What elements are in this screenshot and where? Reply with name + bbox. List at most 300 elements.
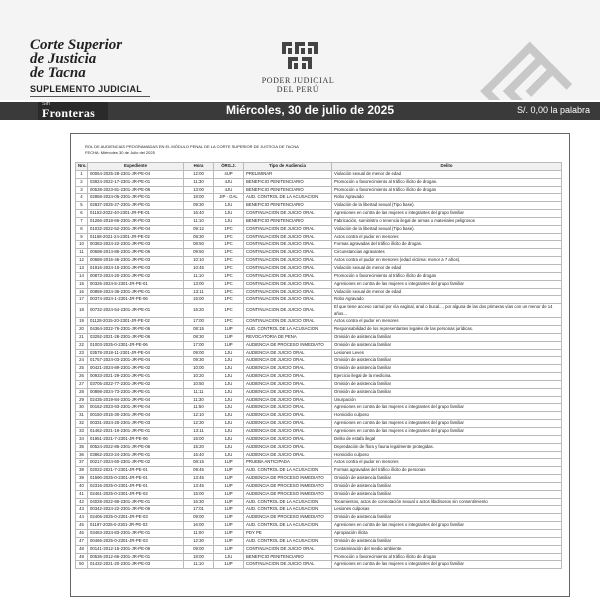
cell-offense: Omisión de asistencia familiar [332, 380, 562, 388]
cell-court: 1UP [214, 537, 244, 545]
cell-time: 15:00 [184, 490, 214, 498]
cell-case-file: 01432-2021-20-2301-JR-PE-03 [88, 561, 184, 569]
divider [30, 96, 150, 97]
cell-court: 1JU [214, 435, 244, 443]
cell-court: 1UP [214, 467, 244, 475]
cell-number: 11 [76, 249, 88, 257]
institution-line: DEL PERÚ [276, 85, 320, 94]
cell-case-file: 04028-2022-86-2301-JR-PE-01 [88, 498, 184, 506]
cell-case-file: 00342-2024-22-2301-JR-PE-06 [88, 506, 184, 514]
cell-number: 14 [76, 272, 88, 280]
table-row [76, 170, 562, 178]
cell-case-file: 03578-2018-11-2301-JR-PE-04 [88, 349, 184, 357]
cell-number: 38 [76, 467, 88, 475]
table-row [76, 537, 562, 545]
cell-hearing-type: CONTINUACION DE JUICIO ORAL [244, 280, 332, 288]
cell-hearing-type: AUDIENCIA DE PROCESO INMEDIATO [244, 341, 332, 349]
table-row [76, 388, 562, 396]
cell-offense: Homicidio culposo [332, 412, 562, 420]
cell-hearing-type: AUD. CONTROL DE LA ACUSACION [244, 194, 332, 202]
cell-hearing-type: CONTINUACION DE JUICIO ORAL [244, 296, 332, 304]
cell-court: 1JU [214, 443, 244, 451]
cell-hearing-type: CONTINUACION DE JUICIO ORAL [244, 257, 332, 265]
cell-court: 1JU [214, 388, 244, 396]
cell-offense: Actos contra el pudor en menores (edad víctima: menor a 7 años). [332, 257, 562, 265]
cell-time: 17:00 [184, 318, 214, 326]
cell-time: 11:10 [184, 272, 214, 280]
institution-name [240, 76, 356, 94]
cell-case-file: 01757-2024-03-2301-JR-PE-04 [88, 357, 184, 365]
cell-offense: Fabricación, suministro o tenencia ilegal de armas o materiales peligrosos [332, 217, 562, 225]
table-row [76, 341, 562, 349]
table-row [76, 202, 562, 210]
cell-number: 30 [76, 404, 88, 412]
cell-court: 1JU [214, 428, 244, 436]
cell-offense: Agresiones en contra de las mujeres o integrantes del grupo familiar [332, 404, 562, 412]
cell-court: 1UP [214, 326, 244, 334]
table-row [76, 326, 562, 334]
cell-number: 27 [76, 380, 88, 388]
cell-offense: Ejercicio ilegal de la medicina. [332, 373, 562, 381]
cell-number: 50 [76, 561, 88, 569]
cell-hearing-type: PRELIMINAR [244, 170, 332, 178]
cell-offense: Homicidio culposo [332, 451, 562, 459]
cell-hearing-type: AUDIENCIA DE JUICIO ORAL [244, 357, 332, 365]
cell-hearing-type: PDY PE [244, 529, 332, 537]
cell-time: 09:00 [184, 349, 214, 357]
court-title-line: de Justicia [30, 51, 97, 67]
cell-number: 20 [76, 326, 88, 334]
cell-court: 1PC [214, 318, 244, 326]
cell-hearing-type: AUDIENCIA DE JUICIO ORAL [244, 388, 332, 396]
column-header: Tipo de Audiencia [244, 163, 332, 171]
cell-time: 18:00 [184, 194, 214, 202]
cell-time: 08:50 [184, 241, 214, 249]
table-row [76, 365, 562, 373]
cell-offense: Robo Agravado [332, 296, 562, 304]
cell-court: 1JU [214, 357, 244, 365]
cell-number: 40 [76, 482, 88, 490]
cell-court: 1PC [214, 225, 244, 233]
cell-hearing-type: CONTINUACION DE JUICIO ORAL [244, 241, 332, 249]
table-row [76, 490, 562, 498]
cell-offense: Omisión de asistencia familiar [332, 341, 562, 349]
cell-offense: Omisión de asistencia familiar [332, 482, 562, 490]
cell-court: 4JU [214, 178, 244, 186]
cell-offense: Delito de estafa ilegal [332, 435, 562, 443]
cell-case-file: 00536-2012-66-2301-JR-PE-01 [88, 553, 184, 561]
cell-number: 16 [76, 288, 88, 296]
table-row [76, 451, 562, 459]
newspaper-header [0, 0, 600, 100]
column-header: ÓRG.J. [214, 163, 244, 171]
cell-case-file: 00217-2024-60-2301-JR-PE-02 [88, 459, 184, 467]
cell-number: 39 [76, 475, 88, 483]
cell-number: 43 [76, 506, 88, 514]
cell-time: 17:01 [184, 506, 214, 514]
hearings-table [75, 162, 562, 569]
cell-time: 08:15 [184, 326, 214, 334]
cell-hearing-type: CONTINUACION DE JUICIO ORAL [244, 249, 332, 257]
cell-hearing-type: BENEFICIO PENITENCIARIO [244, 178, 332, 186]
supplement-label: SUPLEMENTO JUDICIAL [30, 84, 143, 94]
cell-offense: Omisión de asistencia familiar [332, 357, 562, 365]
cell-hearing-type: CONTINUACION DE JUICIO ORAL [244, 304, 332, 318]
table-body [76, 170, 562, 568]
cell-time: 11:30 [184, 178, 214, 186]
cell-number: 8 [76, 225, 88, 233]
cell-offense: Violación sexual de menor de edad [332, 170, 562, 178]
cell-offense: Formas agravadas del tráfico ilícito de drogas. [332, 241, 562, 249]
cell-number: 46 [76, 529, 88, 537]
cell-court: 1PC [214, 288, 244, 296]
cell-hearing-type: BENEFICIO PENITENCIARIO [244, 553, 332, 561]
cell-offense: Omisión de asistencia familiar [332, 333, 562, 341]
publication-date: Miércoles, 30 de julio de 2025 [225, 103, 395, 117]
table-header-row [76, 163, 562, 171]
cell-time: 15:20 [184, 443, 214, 451]
cell-court: 1UP [214, 514, 244, 522]
cell-court: 1UP [214, 561, 244, 569]
cell-court: 1JU [214, 202, 244, 210]
cell-court: 4JU [214, 186, 244, 194]
cell-case-file: 01032-2022-52-2301-JR-PE-04 [88, 225, 184, 233]
cell-offense: Apropiación ilícita [332, 529, 562, 537]
cell-case-file: 01590-2025-0-2301-JR-PE-01 [88, 475, 184, 483]
table-row [76, 522, 562, 530]
cell-court: 1PC [214, 241, 244, 249]
cell-time: 09:00 [184, 545, 214, 553]
cell-time: 12:30 [184, 537, 214, 545]
court-title-line: Corte Superior [30, 37, 123, 53]
cell-time: 15:40 [184, 451, 214, 459]
document-frame [70, 133, 570, 597]
table-row [76, 233, 562, 241]
cell-time: 09:45 [184, 467, 214, 475]
cell-court: 1PC [214, 233, 244, 241]
table-row [76, 435, 562, 443]
cell-court: 1UP [214, 333, 244, 341]
table-row [76, 514, 562, 522]
cell-number: 31 [76, 412, 88, 420]
cell-hearing-type: AUDIENCIA DE JUICIO ORAL [244, 365, 332, 373]
cell-hearing-type: CONTINUACION DE JUICIO ORAL [244, 545, 332, 553]
cell-number: 17 [76, 296, 88, 304]
cell-time: 16:30 [184, 498, 214, 506]
cell-number: 9 [76, 233, 88, 241]
cell-offense: Usurpación [332, 396, 562, 404]
cell-hearing-type: AUDIENCIA DE JUICIO ORAL [244, 380, 332, 388]
table-row [76, 373, 562, 381]
table-row [76, 264, 562, 272]
cell-case-file: 00466-2025-0-2301-JR-PE-03 [88, 537, 184, 545]
cell-number: 37 [76, 459, 88, 467]
cell-hearing-type: CONTINUACION DE JUICIO ORAL [244, 318, 332, 326]
cell-court: 1JU [214, 412, 244, 420]
cell-offense: Depredación de flora y fauna legalmente protegidas. [332, 443, 562, 451]
cell-hearing-type: AUDIENCIA DE JUICIO ORAL [244, 404, 332, 412]
cell-hearing-type: AUDIENCIA DE JUICIO ORAL [244, 396, 332, 404]
cell-hearing-type: CONTINUACION DE JUICIO ORAL [244, 233, 332, 241]
cell-court: 1PC [214, 249, 244, 257]
cell-number: 34 [76, 435, 88, 443]
cell-court: 1UP [214, 545, 244, 553]
cell-case-file: 00873-2024-20-2301-JR-PE-02 [88, 272, 184, 280]
cell-time: 13:45 [184, 482, 214, 490]
cell-time: 10:45 [184, 264, 214, 272]
decorative-pattern-icon [468, 34, 600, 100]
cell-court: 1JU [214, 451, 244, 459]
cell-hearing-type: AUD. CONTROL DE LA ACUSACION [244, 498, 332, 506]
cell-time: 11:10 [184, 217, 214, 225]
table-row [76, 443, 562, 451]
cell-case-file: 00933-2021-29-2301-JR-PE-01 [88, 373, 184, 381]
cell-offense: Agresiones en contra de las mujeres o integrantes del grupo familiar [332, 561, 562, 569]
cell-court: 1JU [214, 404, 244, 412]
cell-time: 12:00 [184, 170, 214, 178]
cell-case-file: 03862-2023-24-2301-JR-PE-01 [88, 451, 184, 459]
cell-number: 33 [76, 428, 88, 436]
cell-time: 13:00 [184, 186, 214, 194]
cell-offense: Omisión de asistencia familiar [332, 490, 562, 498]
cell-court: 1PC [214, 296, 244, 304]
cell-hearing-type: CONTINUACION DE JUICIO ORAL [244, 210, 332, 218]
cell-offense: Tocamientos, actos de connotación sexual o actos libidinosos sin consentimiento [332, 498, 562, 506]
cell-offense: Violación de la libertad sexual (Tipo base). [332, 225, 562, 233]
cell-offense: Circunstancias agravantes [332, 249, 562, 257]
cell-number: 5 [76, 202, 88, 210]
table-row [76, 178, 562, 186]
cell-time: 16:20 [184, 304, 214, 318]
cell-court: 1JU [214, 553, 244, 561]
cell-case-file: 00698-2014-86-2301-JR-PE-06 [88, 249, 184, 257]
cell-offense: Omisión de asistencia familiar [332, 537, 562, 545]
cell-offense: Formas agravadas del tráfico ilícito de personas [332, 467, 562, 475]
brand-small: Sin [42, 101, 50, 107]
cell-number: 32 [76, 420, 88, 428]
cell-time: 10:50 [184, 380, 214, 388]
cell-number: 44 [76, 514, 88, 522]
cell-offense: Actos contra el pudor en menores [332, 318, 562, 326]
document-heading [85, 144, 299, 156]
cell-number: 48 [76, 545, 88, 553]
cell-number: 23 [76, 349, 88, 357]
table-row [76, 553, 562, 561]
cell-hearing-type: CONTINUACION DE JUICIO ORAL [244, 288, 332, 296]
cell-case-file: 01158-2021-24-2301-JR-PE-02 [88, 233, 184, 241]
cell-offense: Actos contra el pudor en menores [332, 459, 562, 467]
table-row [76, 288, 562, 296]
cell-court: 1JU [214, 396, 244, 404]
cell-case-file: 00859-2024-36-2301-JR-PE-01 [88, 288, 184, 296]
cell-offense: Omisión de asistencia familiar [332, 475, 562, 483]
cell-time: 09:30 [184, 202, 214, 210]
brand-name: Fronteras [42, 106, 96, 120]
table-row [76, 428, 562, 436]
cell-number: 28 [76, 388, 88, 396]
cell-offense: Omisión de asistencia familiar [332, 514, 562, 522]
table-row [76, 318, 562, 326]
cell-hearing-type: AUDIENCIA DE PROCESO INMEDIATO [244, 482, 332, 490]
cell-hearing-type: AUDIENCIA DE JUICIO ORAL [244, 428, 332, 436]
cell-court: 1UP [214, 522, 244, 530]
table-row [76, 506, 562, 514]
table-row [76, 561, 562, 569]
cell-case-file: 02837-2025-27-2301-JR-PE-01 [88, 202, 184, 210]
cell-court: 1UP [214, 459, 244, 467]
table-row [76, 225, 562, 233]
cell-number: 25 [76, 365, 88, 373]
cell-number: 41 [76, 490, 88, 498]
cell-court: 1JU [214, 420, 244, 428]
column-header: Delito [332, 163, 562, 171]
cell-case-file: 04364-2022-76-2301-JR-PE-06 [88, 326, 184, 334]
cell-court: 1JU [214, 365, 244, 373]
cell-hearing-type: AUDIENCIA DE JUICIO ORAL [244, 451, 332, 459]
table-row [76, 545, 562, 553]
cell-time: 08:30 [184, 333, 214, 341]
table-row [76, 404, 562, 412]
cell-time: 10:00 [184, 365, 214, 373]
cell-number: 29 [76, 396, 88, 404]
cell-time: 16:40 [184, 210, 214, 218]
cell-offense: Responsabilidad de los representantes legales de las personas jurídicas. [332, 326, 562, 334]
cell-court: 1UP [214, 490, 244, 498]
cell-hearing-type: AUDIENCIA DE JUICIO ORAL [244, 349, 332, 357]
cell-hearing-type: AUD. CONTROL DE LA ACUSACION [244, 467, 332, 475]
cell-offense: Omisión de asistencia familiar [332, 388, 562, 396]
cell-case-file: 00688-2016-46-2301-JR-PE-03 [88, 257, 184, 265]
cell-case-file: 01916-2024-15-2301-JR-PE-03 [88, 264, 184, 272]
cell-court: 1UP [214, 341, 244, 349]
cell-case-file: 00150-2015-30-2301-JR-PE-04 [88, 412, 184, 420]
cell-case-file: 03924-2022-17-2301-JR-PE-01 [88, 178, 184, 186]
cell-court: JIP - GAL [214, 194, 244, 202]
table-row [76, 349, 562, 357]
cell-number: 2 [76, 178, 88, 186]
cell-case-file: 01951-2021-7-2301-JR-PE-06 [88, 435, 184, 443]
cell-case-file: 02316-2025-0-2301-JR-PE-01 [88, 482, 184, 490]
cell-case-file: 00326-2024-5-2301-JR-PE-01 [88, 280, 184, 288]
court-title [30, 38, 122, 80]
cell-hearing-type: AUDIENCIA DE JUICIO ORAL [244, 420, 332, 428]
table-row [76, 529, 562, 537]
cell-hearing-type: BENEFICIO PENITENCIARIO [244, 217, 332, 225]
cell-time: 09:50 [184, 249, 214, 257]
cell-court: 1PC [214, 264, 244, 272]
table-row [76, 498, 562, 506]
cell-time: 11:50 [184, 404, 214, 412]
cell-time: 15:00 [184, 296, 214, 304]
cell-hearing-type: AUDIENCIA DE JUICIO ORAL [244, 373, 332, 381]
cell-hearing-type: REVOCATORIA DE PENA [244, 333, 332, 341]
cell-offense: Lesiones culposas [332, 506, 562, 514]
table-row [76, 217, 562, 225]
cell-time: 10:10 [184, 257, 214, 265]
cell-case-file: 00383-2024-22-2301-JR-PE-03 [88, 241, 184, 249]
table-row [76, 272, 562, 280]
cell-offense: Contaminación del medio ambiente. [332, 545, 562, 553]
cell-time: 18:00 [184, 553, 214, 561]
cell-case-file: 00374-2024-1-2301-JR-PE-06 [88, 296, 184, 304]
cell-case-file: 00141-2012-15-2301-JR-PE-06 [88, 545, 184, 553]
cell-hearing-type: BENEFICIO PENITENCIARIO [244, 202, 332, 210]
cell-time: 10:20 [184, 373, 214, 381]
cell-number: 21 [76, 333, 88, 341]
cell-number: 7 [76, 217, 88, 225]
cell-number: 15 [76, 280, 88, 288]
column-header: Hora [184, 163, 214, 171]
cell-time: 12:30 [184, 420, 214, 428]
cell-number: 1 [76, 170, 88, 178]
cell-case-file: 00732-2024-54-2301-JR-PE-01 [88, 304, 184, 318]
cell-offense: Agresiones en contra de las mujeres o integrantes del grupo familiar [332, 420, 562, 428]
cell-case-file: 00064-2025-28-2301-JR-PE-04 [88, 170, 184, 178]
cell-offense: Promoción o favorecimiento al tráfico ilícito de drogas. [332, 178, 562, 186]
cell-offense: Promoción o favorecimiento al tráfico ilícito de drogas [332, 553, 562, 561]
table-row [76, 210, 562, 218]
cell-offense: Violación de la libertad sexual (Tipo base). [332, 202, 562, 210]
cell-hearing-type: AUD. CONTROL DE LA ACUSACION [244, 537, 332, 545]
cell-case-file: 00162-2023-93-2301-JR-PE-04 [88, 404, 184, 412]
cell-case-file: 00524-2022-86-2301-JR-PE-06 [88, 443, 184, 451]
cell-offense: Agresiones en contra de las mujeres o integrantes del grupo familiar [332, 522, 562, 530]
cell-time: 09:30 [184, 357, 214, 365]
court-title-line: de Tacna [30, 65, 86, 81]
cell-time: 08:15 [184, 459, 214, 467]
cell-offense: Violación sexual de menor de edad [332, 288, 562, 296]
cell-court: 1UP [214, 529, 244, 537]
table-row [76, 194, 562, 202]
cell-court: 1UP [214, 482, 244, 490]
cell-court: 1PC [214, 257, 244, 265]
cell-court: 1JU [214, 210, 244, 218]
cell-case-file: 01266-2018-66-2301-JR-PE-03 [88, 217, 184, 225]
cell-hearing-type: AUDIENCIA DE JUICIO ORAL [244, 443, 332, 451]
table-row [76, 420, 562, 428]
cell-number: 3 [76, 186, 88, 194]
cell-offense: Promoción o favorecimiento al tráfico ilícito de drogas [332, 272, 562, 280]
cell-time: 11:10 [184, 561, 214, 569]
cell-number: 12 [76, 257, 88, 265]
cell-number: 35 [76, 443, 88, 451]
cell-case-file: 00898-2024-73-2301-JR-PE-01 [88, 388, 184, 396]
cell-hearing-type: CONTINUACION DE JUICIO ORAL [244, 272, 332, 280]
cell-case-file: 03705-2022-77-2301-JR-PE-02 [88, 380, 184, 388]
cell-hearing-type: AUDIENCIA DE JUICIO ORAL [244, 412, 332, 420]
cell-time: 11:30 [184, 396, 214, 404]
cell-time: 13:11 [184, 428, 214, 436]
cell-offense: Promoción o favorecimiento al tráfico ilícito de drogas [332, 186, 562, 194]
cell-time: 11:11 [184, 388, 214, 396]
cell-time: 13:45 [184, 475, 214, 483]
cell-number: 18 [76, 304, 88, 318]
cell-court: 1JU [214, 380, 244, 388]
cell-case-file: 02858-2024-05-2301-JR-PE-01 [88, 194, 184, 202]
cell-offense: Agresiones en contra de las mujeres o integrantes del grupo familiar [332, 280, 562, 288]
cell-hearing-type: PRUEBA ANTICIPADA [244, 459, 332, 467]
cell-number: 10 [76, 241, 88, 249]
judiciary-logo-icon [280, 40, 320, 72]
cell-number: 36 [76, 451, 88, 459]
cell-time: 17:00 [184, 341, 214, 349]
cell-hearing-type: AUD. CONTROL DE LA ACUSACION [244, 522, 332, 530]
cell-offense: Actos contra el pudor en menores [332, 233, 562, 241]
cell-court: 1JU [214, 217, 244, 225]
cell-case-file: 03292-2021-28-2301-JR-PE-06 [88, 333, 184, 341]
document-title: ROL DE AUDIENCIAS PROGRAMADAS EN EL MÓDULO PENAL DE LA CORTE SUPERIOR DE JUSTICIA DE TACNA [85, 144, 299, 149]
cell-offense: Violación sexual de menor de edad [332, 264, 562, 272]
